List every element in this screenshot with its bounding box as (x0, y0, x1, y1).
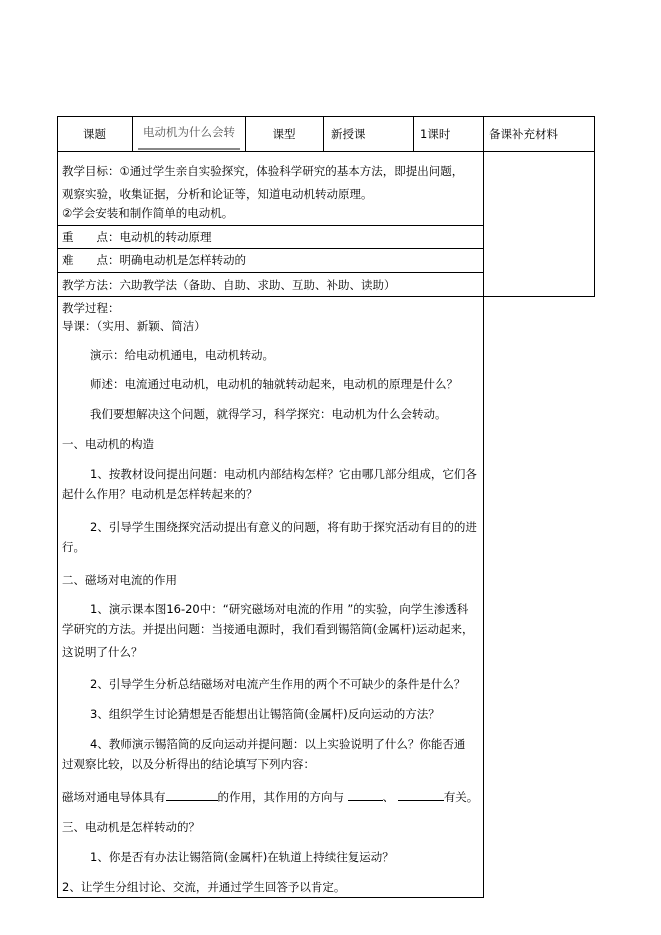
blank-3[interactable] (398, 789, 444, 801)
fill-in-sentence (62, 789, 478, 805)
topic-label: 课题 (83, 127, 106, 141)
process-line: 2、引导学生围绕探究活动提出有意义的问题，将有助于探究活动有目的的进 (90, 520, 477, 534)
section-heading: 二、磁场对电流的作用 (62, 573, 177, 587)
process-line: 教学过程： (62, 301, 120, 315)
hours: 1课时 (420, 127, 451, 141)
process-line: 行。 (62, 540, 85, 554)
goals-line: ②学会安装和制作简单的电动机。 (62, 206, 234, 220)
fill-text: 有关。 (443, 790, 479, 804)
process-line: 1、你是否有办法让锡箔筒(金属杆)在轨道上持续往复运动？ (90, 850, 394, 864)
supplement-label: 备课补充材料 (489, 127, 558, 141)
process-line: 演示：给电动机通电，电动机转动。 (90, 348, 274, 362)
section-heading: 一、电动机的构造 (62, 437, 154, 451)
process-line: 这说明了什么？ (62, 645, 143, 659)
process-line: 导课：（实用、新颖、简洁） (62, 319, 206, 333)
key-point: 重 点：电动机的转动原理 (62, 230, 212, 244)
process-line: 2、引导学生分析总结磁场对电流产生作用的两个不可缺少的条件是什么？ (90, 677, 466, 691)
supplement-cell (483, 151, 595, 297)
process-line: 我们要想解决这个问题，就得学习，科学探究：电动机为什么会转动。 (90, 407, 447, 421)
process-line: 1、按教材设问提出问题：电动机内部结构怎样？它由哪几部分组成，它们各 (90, 467, 477, 481)
section-heading: 三、电动机是怎样转动的？ (62, 820, 200, 834)
process-line: 起什么作用？电动机是怎样转起来的？ (62, 487, 258, 501)
topic-value: 电动机为什么会转 (138, 116, 240, 150)
blank-1[interactable] (166, 789, 218, 801)
type-value: 新授课 (331, 127, 366, 141)
process-line: 3、组织学生讨论猜想是否能想出让锡箔筒(金属杆)反向运动的方法？ (90, 707, 440, 721)
process-line: 师述：电流通过电动机，电动机的轴就转动起来，电动机的原理是什么？ (90, 377, 458, 391)
teaching-method: 教学方法：六助教学法（备助、自助、求助、互助、补助、读助） (62, 278, 396, 292)
difficulty: 难 点：明确电动机是怎样转动的 (62, 253, 246, 267)
process-line: 4、教师演示锡箔筒的反向运动并提问题：以上实验说明了什么？你能否通 (90, 737, 466, 751)
process-line: 2、让学生分组讨论、交流，并通过学生回答予以肯定。 (62, 880, 346, 894)
process-line: 1、演示课本图16-20中：“研究磁场对电流的作用 ”的实验，向学生渗透科 (90, 602, 469, 616)
process-line: 学研究的方法。并提出问题：当接通电源时，我们看到锡箔筒(金属杆)运动起来， (62, 622, 474, 636)
blank-2[interactable] (348, 789, 383, 801)
goals-line: 教学目标：①通过学生亲自实验探究，体验科学研究的基本方法，即提出问题， (62, 164, 464, 178)
fill-text: 磁场对通电导体具有 (62, 790, 166, 804)
type-label: 课型 (272, 127, 296, 141)
goals-line: 观察实验，收集证据，分析和论证等，知道电动机转动原理。 (62, 187, 373, 201)
fill-text: 的作用，其作用的方向与 (217, 790, 344, 804)
process-line: 过观察比较，以及分析得出的结论填写下列内容： (62, 757, 315, 771)
fill-text: 、 (382, 790, 395, 804)
